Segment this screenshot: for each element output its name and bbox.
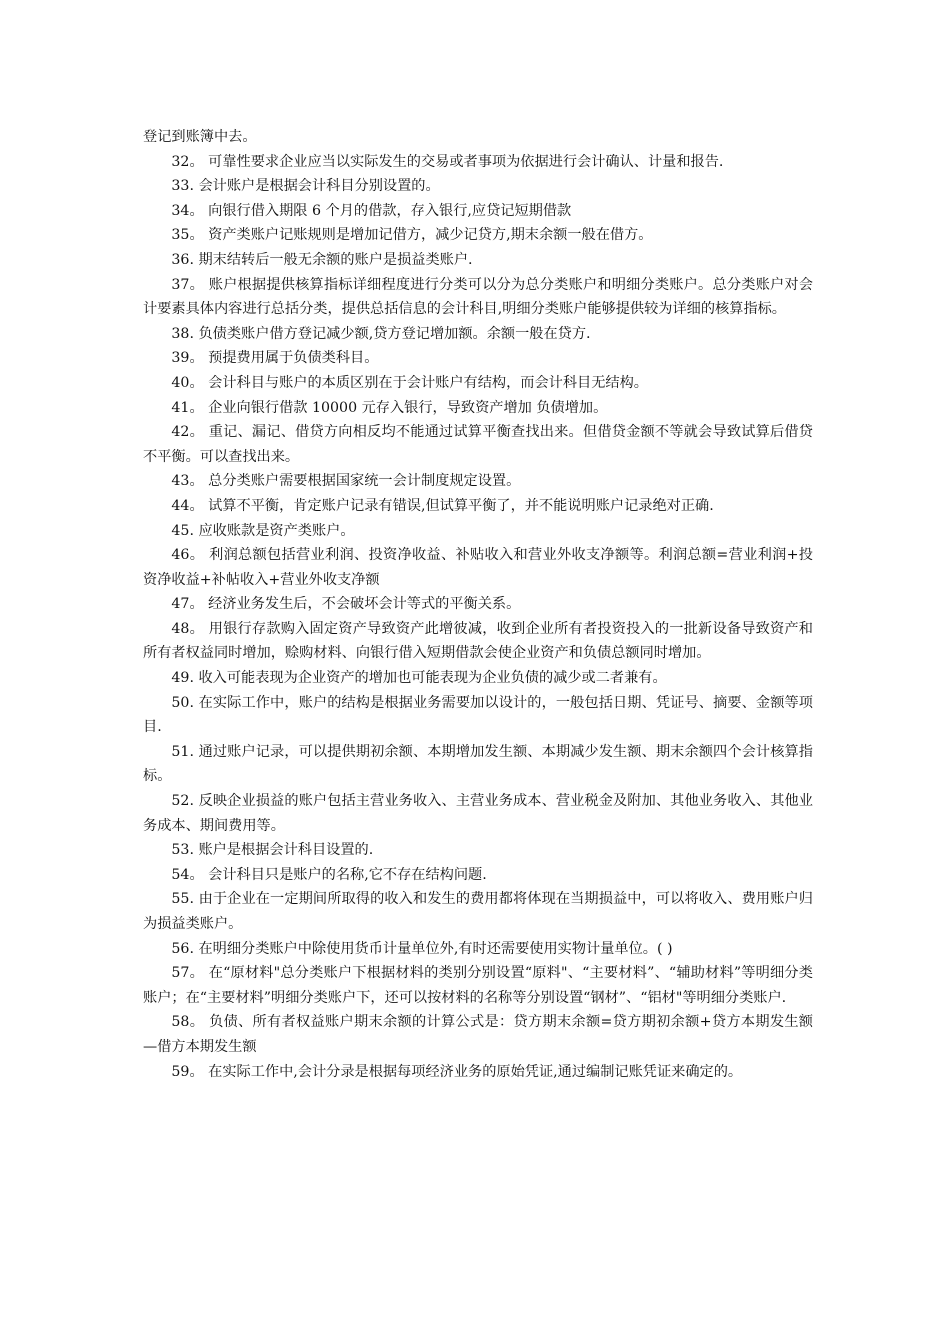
numbered-statement: 45. 应收账款是资产类账户。 <box>171 522 355 539</box>
numbered-statement: 32。 可靠性要求企业应当以实际发生的交易或者事项为依据进行会计确认、计量和报告. <box>171 153 724 170</box>
numbered-statement: 54。 会计科目只是账户的名称,它不存在结构问题. <box>171 866 487 883</box>
continued-paragraph: 登记到账簿中去。 <box>143 129 257 145</box>
numbered-statement: 53. 账户是根据会计科目设置的. <box>171 842 374 859</box>
numbered-statement: 50. 在实际工作中，账户的结构是根据业务需要加以设计的，一般包括日期、凭证号、摘要、金额等项目. <box>143 694 813 736</box>
numbered-statement: 33. 会计账户是根据会计科目分别设置的。 <box>171 178 440 195</box>
numbered-statement: 48。 用银行存款购入固定资产导致资产此增彼减，收到企业所有者投资投入的一批新设备导致资产和所有者权益同时增加，赊购材料、向银行借入短期借款会使企业资产和负债总额同时增加。 <box>143 620 813 662</box>
numbered-statement: 47。 经济业务发生后，不会破坏会计等式的平衡关系。 <box>171 596 521 613</box>
numbered-statement: 42。 重记、漏记、借贷方向相反均不能通过试算平衡查找出来。但借贷金额不等就会导致试算后借贷不平衡。可以查找出来。 <box>143 424 813 465</box>
numbered-statement: 59。 在实际工作中,会计分录是根据每项经济业务的原始凭证,通过编制记账凭证来确定的。 <box>171 1063 743 1080</box>
numbered-statement: 43。 总分类账户需要根据国家统一会计制度规定设置。 <box>171 473 521 490</box>
numbered-statement: 57。 在“原材料"总分类账户下根据材料的类别分别设置“原料"、“主要材料”、“辅助材料”等明细分类账户；在“主要材料”明细分类账户下，还可以按材料的名称等分别设置“钢材”、“铝材"等明细分类账户. <box>143 965 813 1006</box>
numbered-statement: 35。 资产类账户记账规则是增加记借方，减少记贷方,期末余额一般在借方。 <box>171 227 653 244</box>
numbered-statement: 44。 试算不平衡，肯定账户记录有错误,但试算平衡了，并不能说明账户记录绝对正确. <box>171 497 714 514</box>
numbered-statement: 55. 由于企业在一定期间所取得的收入和发生的费用都将体现在当期损益中，可以将收入、费用账户归为损益类账户。 <box>143 891 813 932</box>
numbered-statement: 58。 负债、所有者权益账户期末余额的计算公式是：贷方期末余额=贷方期初余额+贷方本期发生额—借方本期发生额 <box>143 1014 813 1055</box>
document-body <box>143 125 813 1084</box>
numbered-statement: 46。 利润总额包括营业利润、投资净收益、补贴收入和营业外收支净额等。利润总额=营业利润+投资净收益+补帖收入+营业外收支净额 <box>143 547 813 588</box>
numbered-statement: 51. 通过账户记录，可以提供期初余额、本期增加发生额、本期减少发生额、期末余额四个会计核算指标。 <box>143 743 813 785</box>
numbered-statement: 49. 收入可能表现为企业资产的增加也可能表现为企业负债的减少或二者兼有。 <box>171 670 667 687</box>
numbered-statement: 38. 负债类账户借方登记减少额,贷方登记增加额。余额一般在贷方. <box>171 325 591 342</box>
numbered-statement: 41。 企业向银行借款 10000 元存入银行，导致资产增加 负债增加。 <box>171 399 608 416</box>
numbered-statement: 36. 期末结转后一般无余额的账户是损益类账户. <box>171 251 473 268</box>
numbered-statement: 56. 在明细分类账户中除使用货币计量单位外,有时还需要使用实物计量单位。( ) <box>171 940 673 957</box>
numbered-statement: 40。 会计科目与账户的本质区别在于会计账户有结构，而会计科目无结构。 <box>171 374 648 391</box>
numbered-statement: 52. 反映企业损益的账户包括主营业务收入、主营业务成本、营业税金及附加、其他业务收入、其他业务成本、期间费用等。 <box>143 793 813 834</box>
numbered-statement: 34。 向银行借入期限 6 个月的借款，存入银行,应贷记短期借款 <box>171 202 572 219</box>
numbered-statement: 37。 账户根据提供核算指标详细程度进行分类可以分为总分类账户和明细分类账户。总分类账户对会计要素具体内容进行总括分类，提供总括信息的会计科目,明细分类账户能够提供较为详细的核算指标。 <box>143 276 813 318</box>
numbered-statement: 39。 预提费用属于负债类科目。 <box>171 350 379 367</box>
